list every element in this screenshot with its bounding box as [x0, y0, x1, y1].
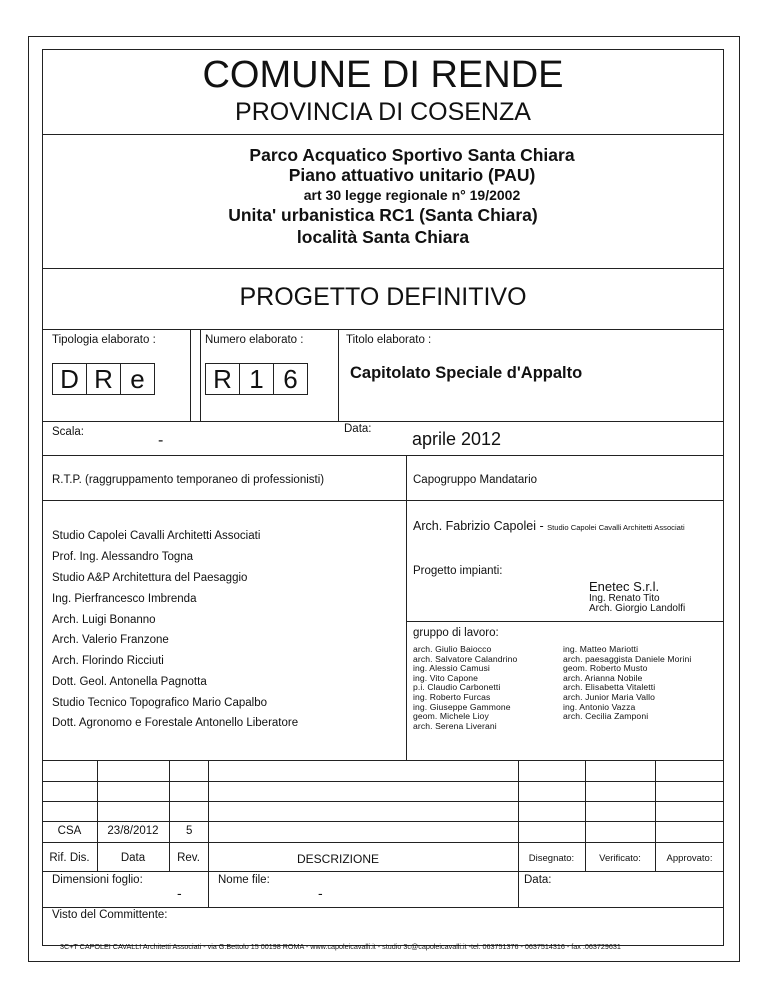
comune-title: COMUNE DI RENDE: [202, 54, 564, 96]
rtp-member: Studio A&P Architettura del Paesaggio: [52, 572, 248, 584]
divider: [42, 760, 724, 761]
gruppo-member: ing. Vito Capone: [413, 672, 478, 683]
header-disegnato: Disegnato:: [528, 853, 575, 864]
header-verificato: Verificato:: [599, 853, 641, 864]
scala-label: Scala:: [52, 426, 84, 438]
rtp-member: Arch. Florindo Ricciuti: [52, 655, 164, 667]
rtp-member: Arch. Valerio Franzone: [52, 634, 169, 646]
tipologia-label: Tipologia elaborato :: [52, 334, 156, 346]
divider: [42, 500, 724, 501]
rtp-member: Studio Capolei Cavalli Architetti Associati: [52, 530, 261, 542]
gruppo-member: ing. Alessio Camusi: [413, 663, 490, 674]
capogruppo-name-text: Arch. Fabrizio Capolei -: [413, 519, 548, 533]
titolo-label: Titolo elaborato :: [346, 334, 432, 346]
impianti-name-2: Arch. Giorgio Landolfi: [589, 603, 686, 614]
project-line-2: Piano attuativo unitario (PAU): [288, 165, 536, 185]
numero-char-3: 6: [273, 363, 308, 395]
numero-label: Numero elaborato :: [205, 334, 304, 346]
divider: [42, 842, 724, 843]
rtp-member: Prof. Ing. Alessandro Togna: [52, 551, 194, 563]
footer-data-label: Data:: [524, 874, 552, 886]
nome-file-value: -: [318, 885, 323, 901]
divider: [42, 329, 724, 330]
gruppo-member: arch. Arianna Nobile: [563, 672, 643, 683]
impianti-label: Progetto impianti:: [413, 565, 503, 577]
capogruppo-studio: Studio Capolei Cavalli Architetti Associati: [547, 523, 685, 532]
header-rev: Rev.: [177, 852, 200, 864]
gruppo-member: arch. Serena Liverani: [413, 720, 497, 731]
gruppo-member: ing. Matteo Mariotti: [563, 644, 639, 654]
rtp-member: Ing. Pierfrancesco Imbrenda: [52, 593, 197, 605]
divider: [42, 134, 724, 135]
rev-row-rev: 5: [186, 825, 193, 837]
gruppo-member: arch. Giulio Baiocco: [413, 644, 492, 654]
project-line-4: Unita' urbanistica RC1 (Santa Chiara): [228, 205, 538, 225]
gruppo-member: geom. Roberto Musto: [563, 663, 648, 674]
divider: [42, 781, 724, 782]
provincia-title: PROVINCIA DI COSENZA: [235, 98, 531, 126]
rtp-member: Dott. Geol. Antonella Pagnotta: [52, 676, 207, 688]
numero-char-2: 1: [239, 363, 274, 395]
gruppo-member: ing. Giuseppe Gammone: [413, 701, 511, 712]
divider: [42, 268, 724, 269]
divider: [338, 329, 339, 421]
footer-credit: 3C+T CAPOLEI CAVALLI Architetti Associati - via G.Bettolo 15 00198 ROMA - www.capoleicavalli.it - studio 3c@capoleicavalli.it -tel. 063751376 - 063751431​6 - fax .063729631: [60, 942, 621, 951]
divider: [42, 801, 724, 802]
project-line-5: località Santa Chiara: [296, 227, 470, 247]
rtp-label: R.T.P. (raggruppamento temporaneo di professionisti): [52, 474, 325, 486]
impianti-company: Enetec S.r.l.: [589, 579, 660, 594]
divider: [42, 421, 724, 422]
tipologia-char-1: D: [52, 363, 87, 395]
header-data: Data: [120, 852, 146, 864]
divider: [518, 871, 519, 907]
divider: [208, 871, 209, 907]
rev-row-rif: CSA: [57, 825, 82, 837]
gruppo-member: arch. paesaggista Daniele Morini: [563, 653, 692, 664]
impianti-name-1: Ing. Renato Tito: [589, 593, 660, 604]
gruppo-member: ing. Antonio Vazza: [563, 701, 636, 712]
gruppo-member: arch. Salvatore Calandrino: [413, 653, 518, 664]
project-line-3: art 30 legge regionale n° 19/2002: [303, 187, 521, 203]
divider: [200, 329, 201, 421]
phase-title: PROGETTO DEFINITIVO: [239, 283, 527, 311]
data-value: aprile 2012: [412, 429, 502, 449]
divider: [42, 821, 724, 822]
gruppo-member: arch. Junior Maria Vallo: [563, 692, 656, 702]
dimensioni-label: Dimensioni foglio:: [52, 874, 143, 886]
gruppo-member: arch. Cecilia Zamponi: [563, 711, 649, 722]
dimensioni-value: -: [177, 885, 182, 901]
scala-value: -: [158, 432, 164, 449]
rtp-member: Arch. Luigi Bonanno: [52, 614, 156, 626]
divider: [42, 907, 724, 908]
rtp-member: Studio Tecnico Topografico Mario Capalbo: [52, 697, 268, 709]
visto-label: Visto del Committente:: [52, 909, 168, 921]
gruppo-member: ing. Roberto Furcas: [413, 692, 491, 702]
gruppo-member: geom. Michele Lioy: [413, 711, 489, 722]
project-line-1: Parco Acquatico Sportivo Santa Chiara: [249, 145, 575, 165]
rtp-member: Dott. Agronomo e Forestale Antonello Liberatore: [52, 717, 299, 729]
divider: [406, 621, 724, 622]
divider: [42, 455, 724, 456]
numero-char-1: R: [205, 363, 240, 395]
titolo-value: Capitolato Speciale d'Appalto: [350, 364, 583, 382]
tipologia-char-3: e: [120, 363, 155, 395]
gruppo-member: arch. Elisabetta Vitaletti: [563, 682, 656, 693]
divider: [190, 329, 191, 421]
capogruppo-label: Capogruppo Mandatario: [413, 474, 538, 486]
tipologia-char-2: R: [86, 363, 121, 395]
gruppo-member: p.i. Claudio Carbonetti: [413, 682, 501, 693]
capogruppo-name: [413, 519, 685, 533]
header-rif: Rif. Dis.: [49, 852, 90, 864]
nome-file-label: Nome file:: [218, 874, 270, 886]
header-descrizione: DESCRIZIONE: [296, 852, 379, 866]
data-label: Data:: [344, 423, 372, 435]
divider: [42, 871, 724, 872]
rev-row-data: 23/8/2012: [107, 825, 159, 837]
gruppo-label: gruppo di lavoro:: [413, 627, 499, 639]
header-approvato: Approvato:: [666, 853, 713, 864]
